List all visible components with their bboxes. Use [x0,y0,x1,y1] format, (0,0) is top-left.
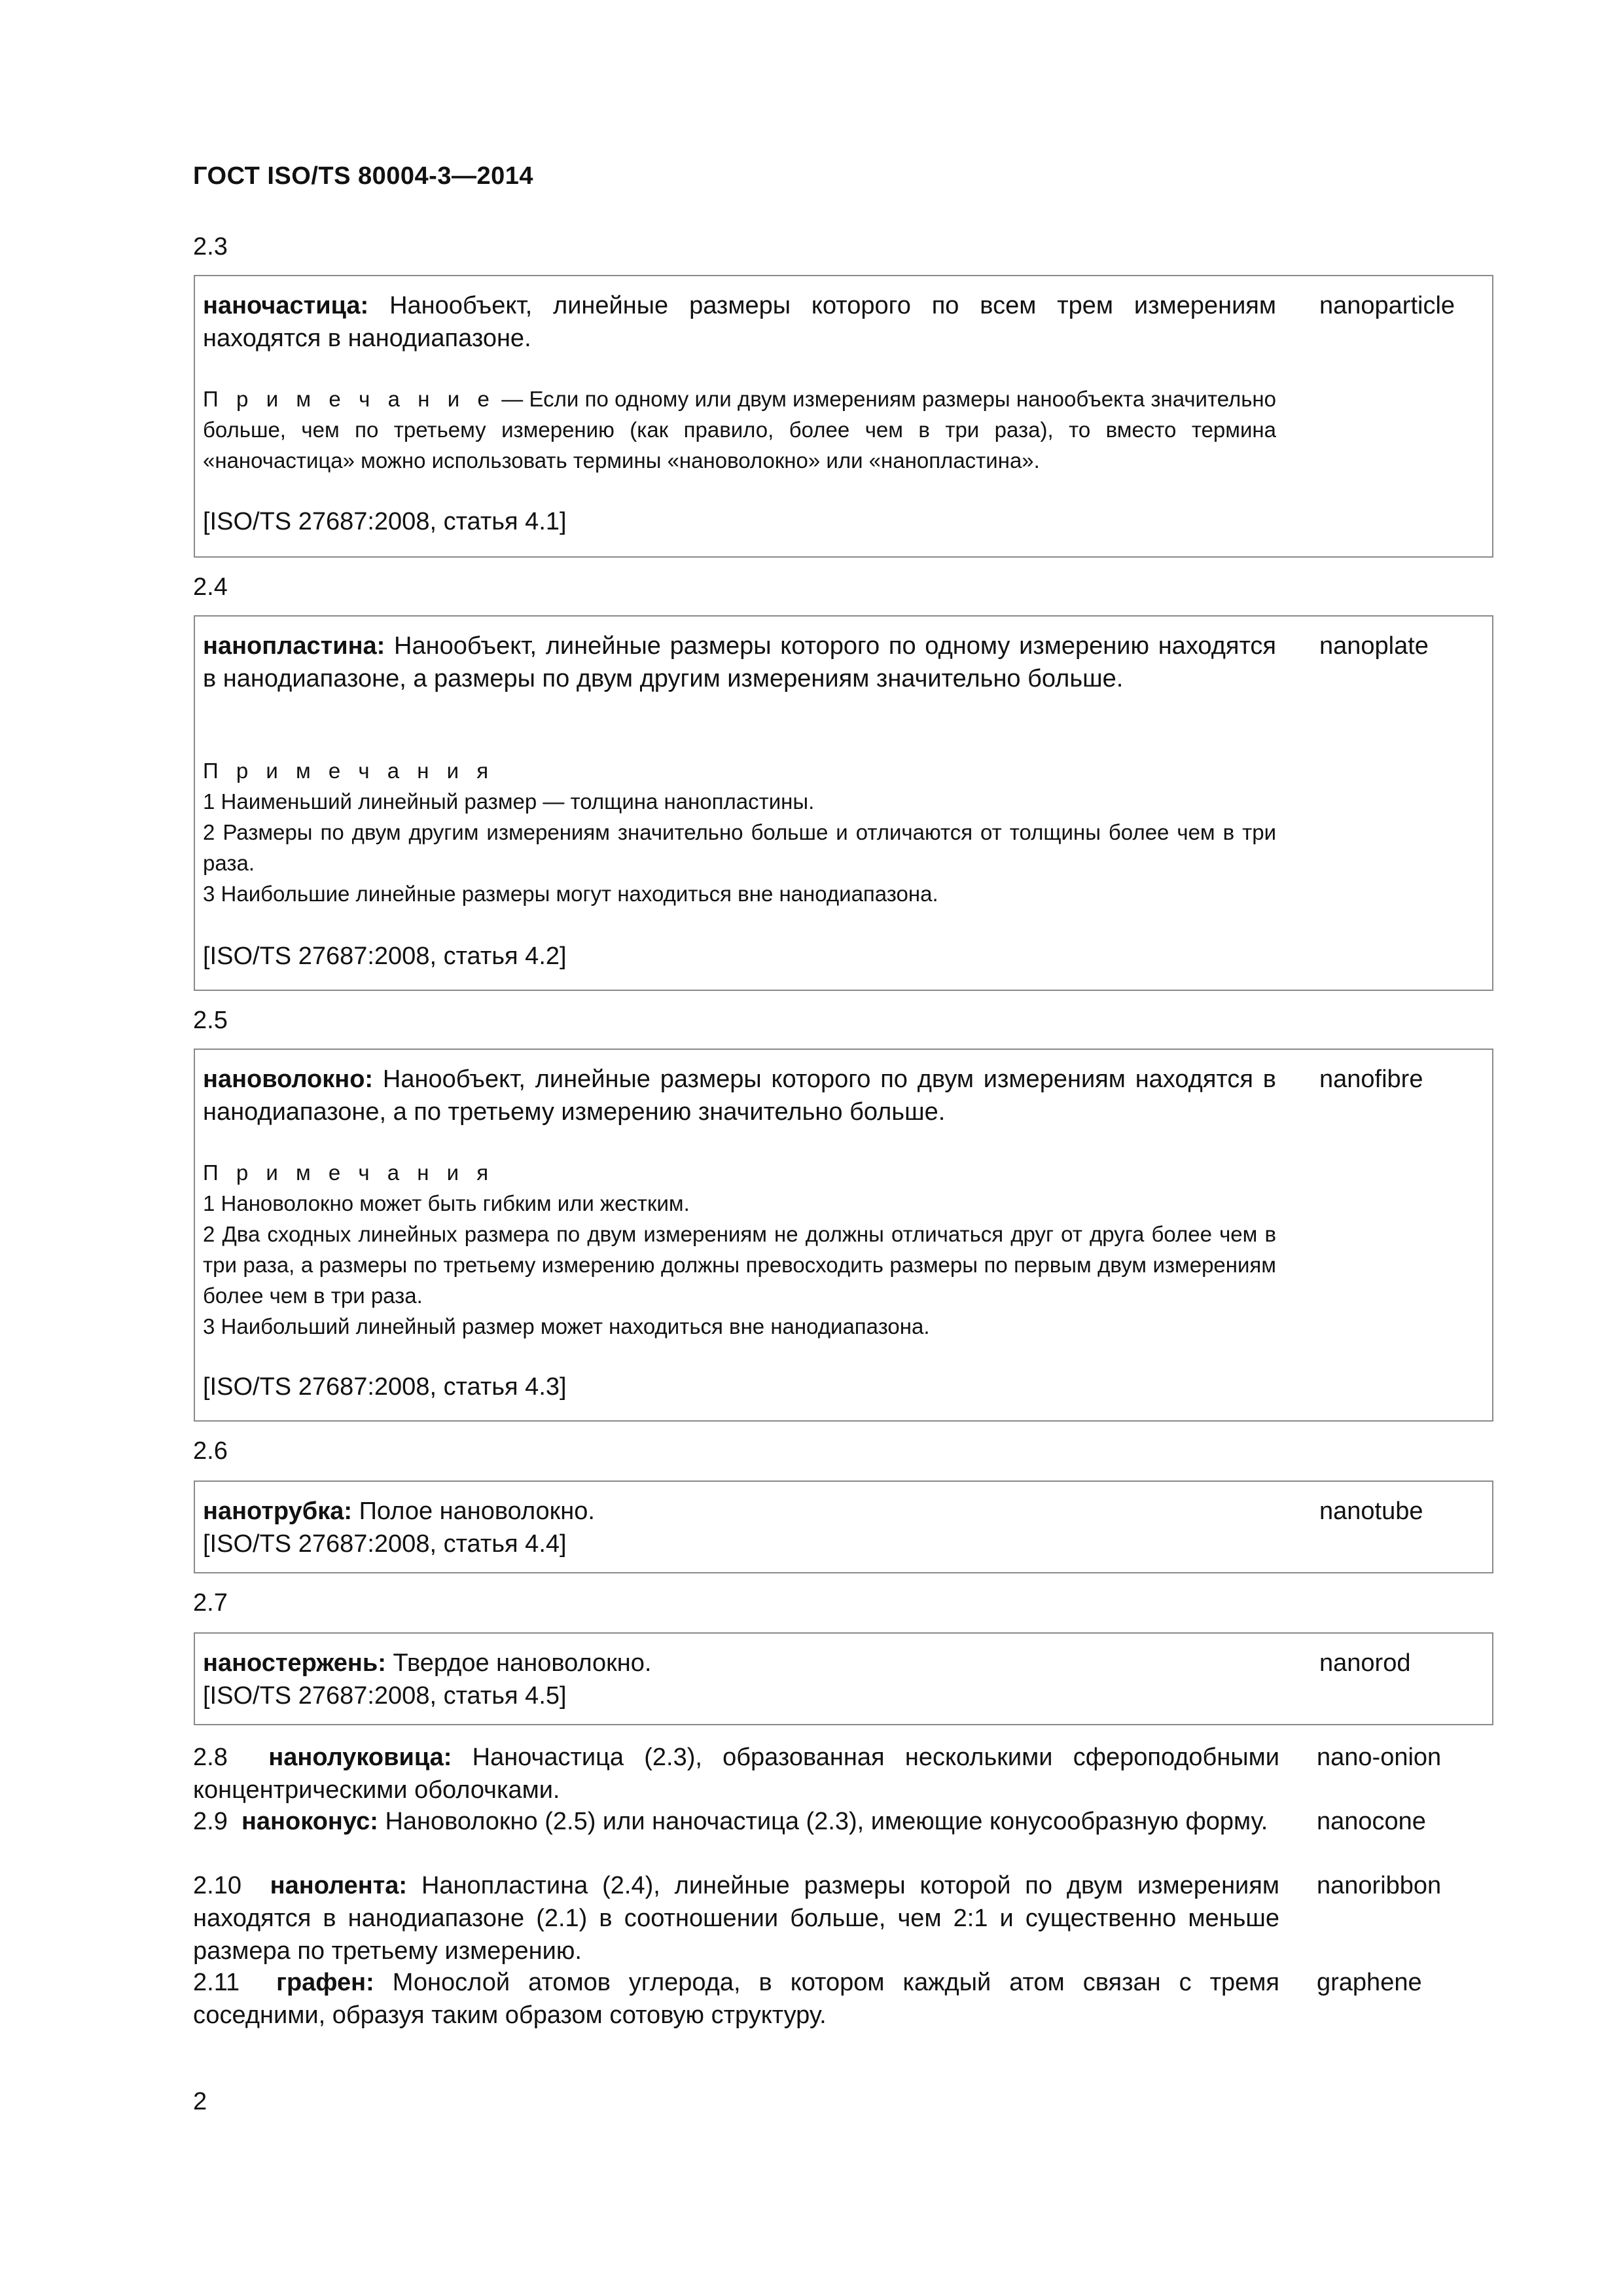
english-term: nanofibre [1319,1066,1423,1093]
notes [203,755,1276,909]
term-definition [203,1647,1276,1679]
english-term: nanoplate [1319,632,1429,660]
document-header: ГОСТ ISO/TS 80004-3—2014 [193,162,533,190]
term-name: графен: [276,1969,374,1996]
definition-text: Нанопластина (2.4), линейные размеры которой по двум измерениям находятся в нанодиапазоне (2.1) в соотношении больше, чем 2:1 и существенно меньше размера по третьему измерению. [193,1872,1279,1965]
term-name: наностержень: [203,1649,386,1677]
entry-number: 2.3 [193,233,228,260]
term-definition [203,1495,1276,1528]
definition-text: Нанообъект, линейные размеры которого по одному измерению находятся в нанодиапазоне, а размеры по двум другим измерениям значительно больше. [203,632,1276,692]
inline-term-entry [193,1741,1279,1806]
note-item: 1 Нановолокно может быть гибким или жестким. [203,1191,690,1215]
source-reference: [ISO/TS 27687:2008, статья 4.3] [203,1373,567,1401]
note-item: 2 Два сходных линейных размера по двум измерениям не должны отличаться друг от друга более чем в три раза, а размеры по третьему измерению должны превосходить размеры по первым двум измерениям более чем в три раза. [203,1222,1276,1308]
definition-text: Наночастица (2.3), образованная несколькими сфероподобными концентрическими оболочками. [193,1744,1279,1804]
english-term: nanocone [1317,1808,1426,1835]
term-entry-box [194,275,1493,558]
term-name: наночастица: [203,292,369,319]
term-definition [203,289,1276,355]
note-item: 1 Наименьший линейный размер — толщина нанопластины. [203,789,815,814]
definition-text: Нановолокно (2.5) или наночастица (2.3), имеющие конусообразную форму. [385,1808,1268,1835]
term-entry-box [194,1049,1493,1422]
inline-term-entry [193,1805,1279,1838]
note-item: 3 Наибольший линейный размер может находиться вне нанодиапазона. [203,1314,930,1338]
term-entry-box [194,1480,1493,1573]
english-term: nanorod [1319,1649,1411,1677]
term-definition [203,1063,1276,1128]
english-term: nano-onion [1317,1744,1442,1771]
term-entry-box [194,1632,1493,1725]
note-item: 3 Наибольшие линейные размеры могут находиться вне нанодиапазона. [203,882,938,906]
entry-number: 2.5 [193,1007,228,1034]
entry-number: 2.8 [193,1744,228,1771]
entry-number: 2.7 [193,1589,228,1617]
english-term: graphene [1317,1969,1422,1996]
term-entry-box [194,615,1493,991]
definition-text: Нанообъект, линейные размеры которого по двум измерениям находятся в нанодиапазоне, а по третьему измерению значительно больше. [203,1066,1276,1126]
source-reference: [ISO/TS 27687:2008, статья 4.4] [203,1530,567,1558]
term-name: наноконус: [241,1808,378,1835]
note-text: — Если по одному или двум измерениям размеры нанообъекта значительно больше, чем по третьему измерению (как правило, более чем в три раза), то вместо термина «наночастица» можно использовать термины «нановолокно» или «нанопластина». [203,387,1276,473]
entry-number: 2.10 [193,1872,241,1899]
note-label: П р и м е ч а н и е [203,387,495,411]
inline-term-entry [193,1869,1279,1967]
definition-text: Полое нановолокно. [359,1498,595,1525]
note [203,384,1276,476]
entry-number: 2.6 [193,1437,228,1465]
inline-term-entry [193,1966,1279,2032]
note-label: П р и м е ч а н и я [203,759,495,783]
term-definition [203,630,1276,695]
definition-text: Нанообъект, линейные размеры которого по всем трем измерениям находятся в нанодиапазоне. [203,292,1276,352]
entry-number: 2.4 [193,573,228,601]
term-name: нанолента: [270,1872,408,1899]
note-label: П р и м е ч а н и я [203,1160,495,1185]
english-term: nanotube [1319,1498,1423,1525]
page-number: 2 [193,2088,207,2115]
entry-number: 2.9 [193,1808,228,1835]
term-name: нанотрубка: [203,1498,353,1525]
english-term: nanoparticle [1319,292,1455,319]
source-reference: [ISO/TS 27687:2008, статья 4.2] [203,942,567,970]
note-item: 2 Размеры по двум другим измерениям значительно больше и отличаются от толщины более чем в три раза. [203,820,1276,875]
definition-text: Монослой атомов углерода, в котором каждый атом связан с тремя соседними, образуя таким образом сотовую структуру. [193,1969,1280,2029]
term-name: нановолокно: [203,1066,374,1093]
entry-number: 2.11 [193,1969,240,1996]
definition-text: Твердое нановолокно. [393,1649,652,1677]
source-reference: [ISO/TS 27687:2008, статья 4.1] [203,508,567,535]
term-name: нанопластина: [203,632,385,660]
notes [203,1157,1276,1342]
english-term: nanoribbon [1317,1872,1442,1899]
source-reference: [ISO/TS 27687:2008, статья 4.5] [203,1682,567,1710]
term-name: нанолуковица: [268,1744,452,1771]
